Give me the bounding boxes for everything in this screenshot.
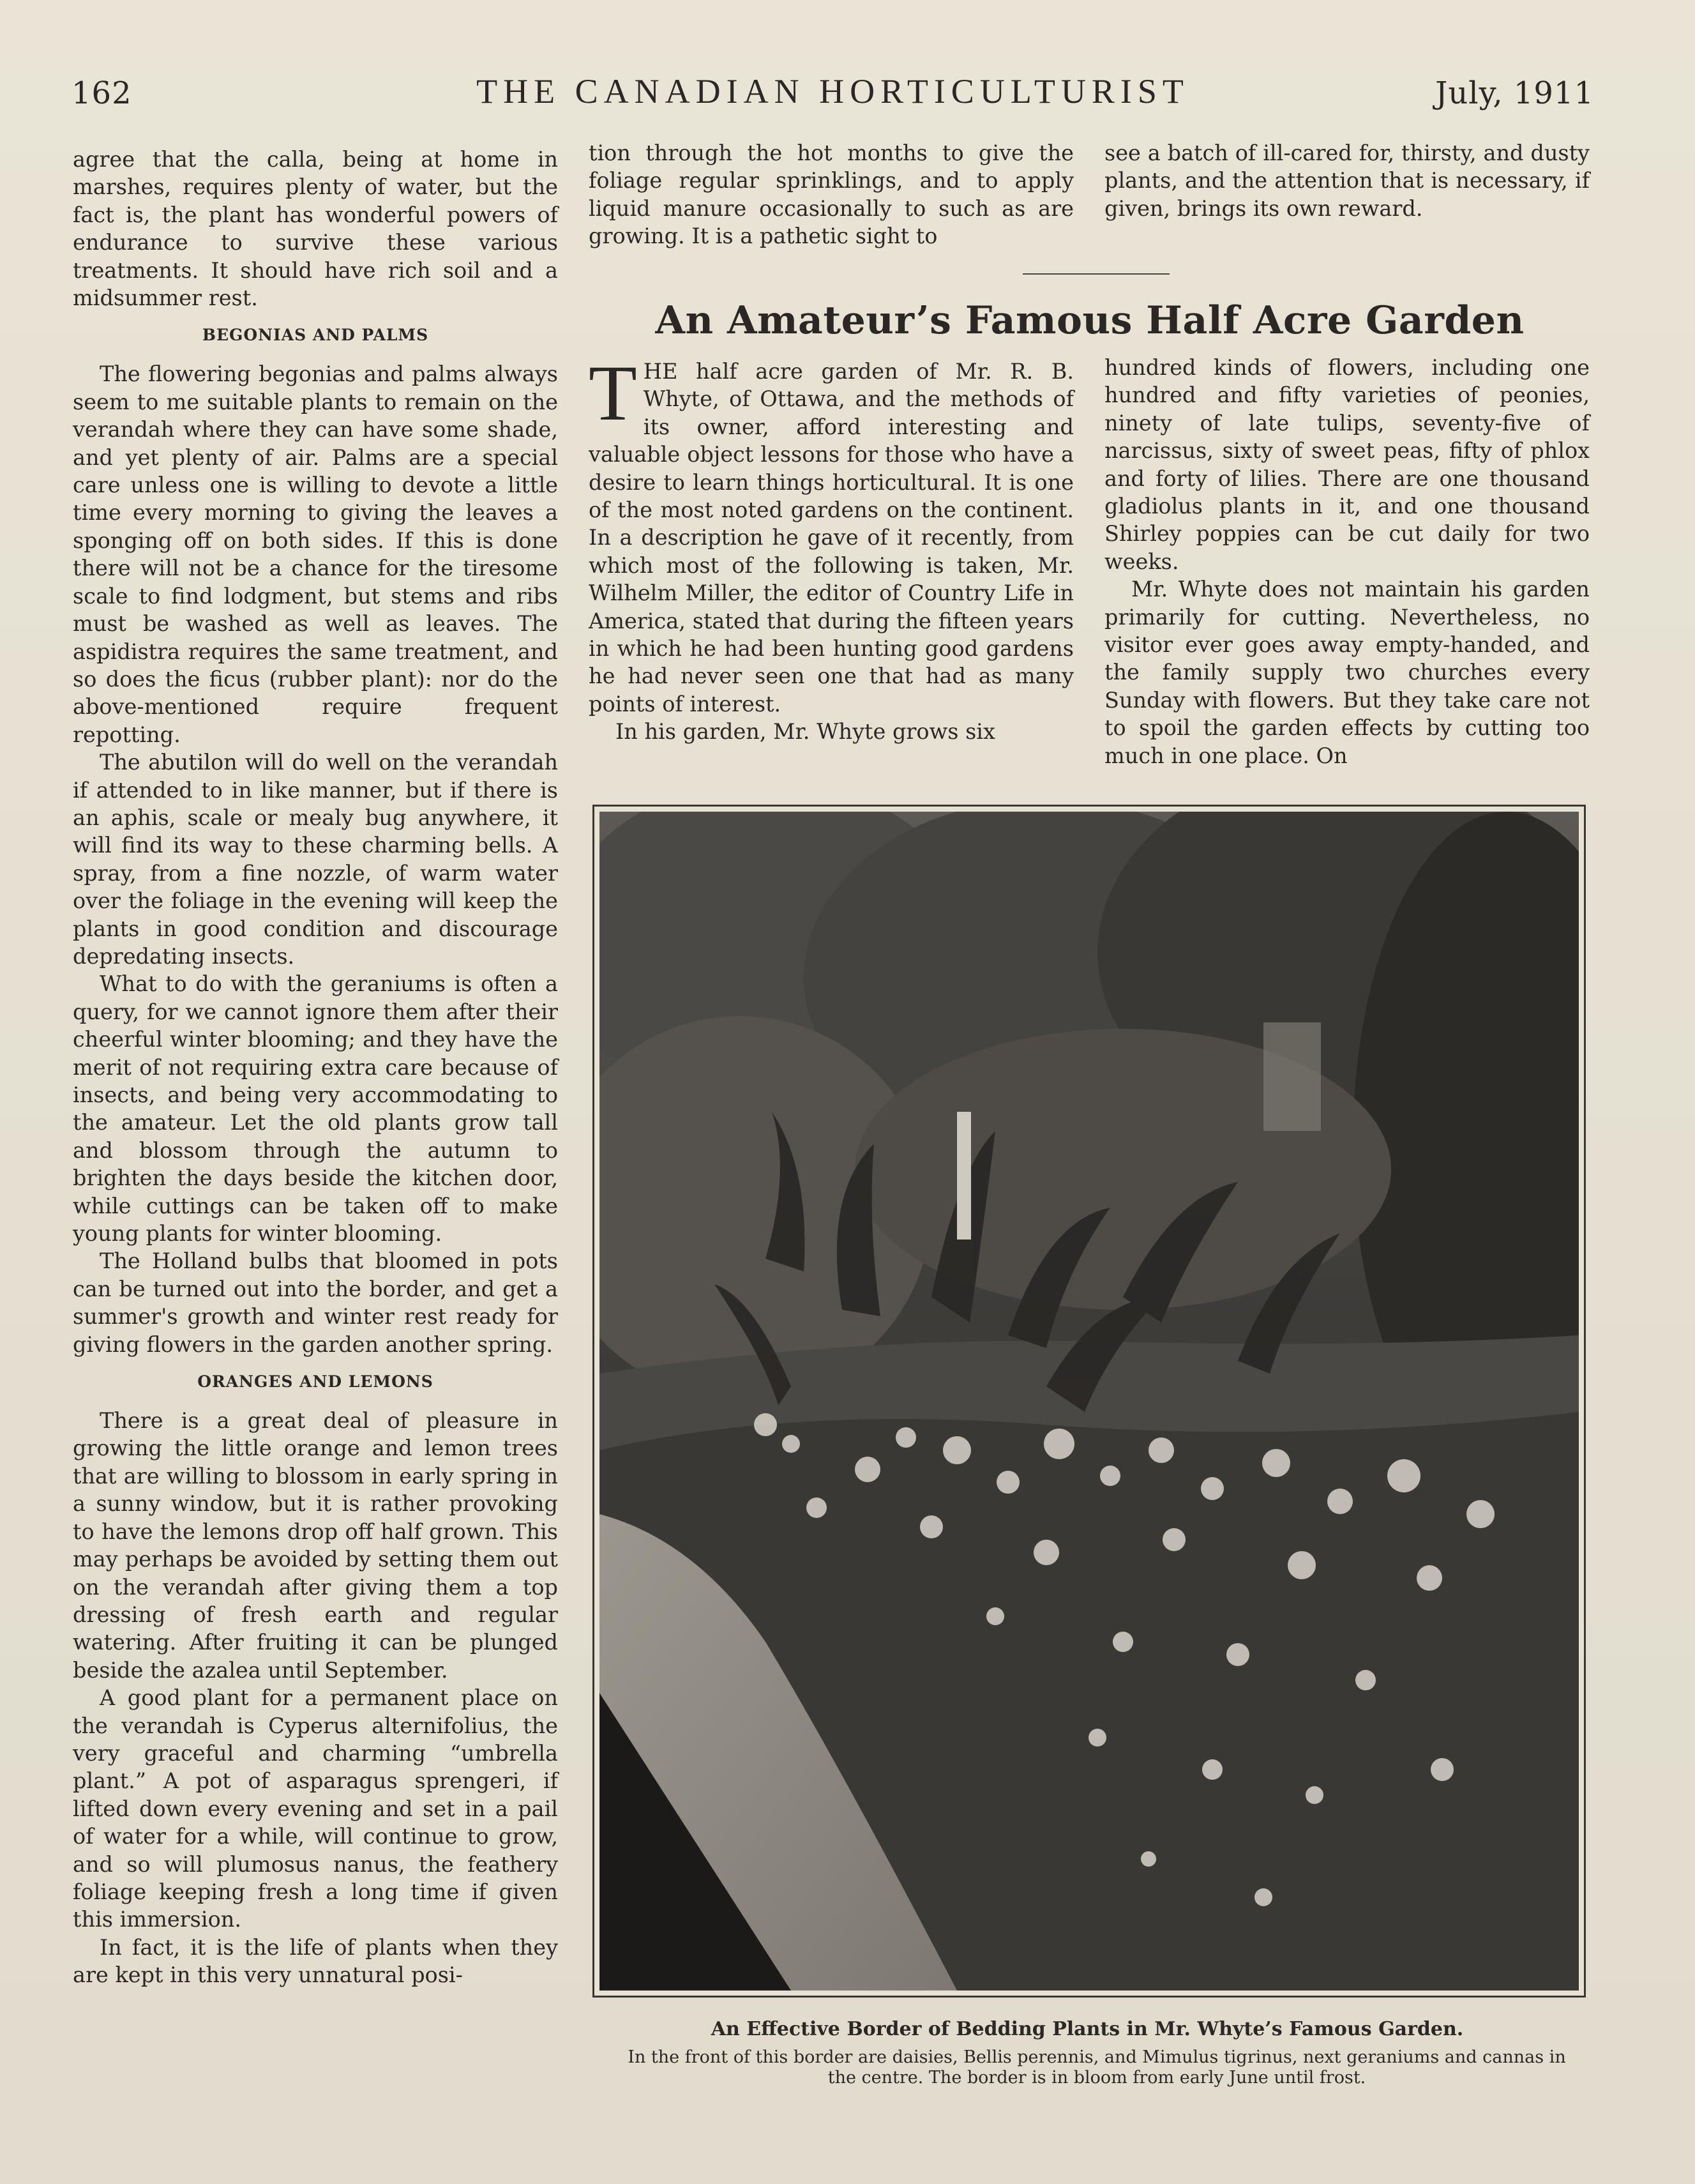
page-number: 162	[72, 75, 132, 111]
paragraph: The abutilon will do well on the verandah if attended to in like manner, but if there is an aphis, scale or mealy bug anywhere, it will find its way to these charming bells. A spray, from a fine nozzle, of warm water over the foliage in the evening will keep the plants in good condition and discourage depredating insects.	[73, 750, 558, 969]
drop-cap: T	[589, 349, 637, 437]
garden-photo-frame	[592, 805, 1586, 1998]
right-top-column	[1104, 139, 1590, 222]
paragraph: Mr. Whyte does not maintain his garden primarily for cutting. Nevertheless, no visitor ever goes away empty-handed, and the family supply two churches every Sunday with flowers. But they take care not to spoil the garden effects by cutting too much in one place. On	[1104, 577, 1590, 768]
paragraph: In fact, it is the life of plants when they are kept in this very unnatural posi-	[73, 1934, 558, 1988]
middle-top-column	[589, 139, 1074, 250]
paragraph: agree that the calla, being at home in marshes, requires plenty of water, but the fact is, the plant has wonderful powers of endurance to survive these various treatments. It should have rich soil and a midsummer rest.	[73, 147, 558, 311]
article-headline: An Amateur’s Famous Half Acre Garden	[655, 298, 1525, 343]
paragraph: What to do with the geraniums is often a query, for we cannot ignore them after their cheerful winter blooming; and they have the merit of not requiring extra care because of insects, and being very accommodating to the amateur. Let the old plants grow tall and blossom through the autumn to brighten the days beside the kitchen door, while cuttings can be taken off to make young plants for winter blooming.	[73, 971, 558, 1247]
section-heading-begonias-and-palms: BEGONIAS AND PALMS	[202, 326, 429, 345]
lead-text: HE half acre garden of Mr. R. B. Whyte, of Ottawa, and the methods of its owner, afford interesting and valuable object lessons for those who have a desire to learn things horticultural. It is one of the most noted gardens on the continent. In a description he gave of it recently, from which most of the following is taken, Mr. Wilhelm Miller, the editor of Country Life in America, stated that during the fifteen years in which he had been hunting good gardens he had never seen one that had as many points of interest.	[589, 359, 1074, 717]
article-lead-paragraph	[589, 349, 1074, 718]
section-divider	[1023, 273, 1170, 275]
issue-date: July, 1911	[1435, 75, 1594, 111]
paragraph: tion through the hot months to give the foliage regular sprinklings, and to apply liquid manure occasionally to such as are growing. It is a pathetic sight to	[589, 140, 1074, 249]
paragraph: A good plant for a permanent place on the verandah is Cyperus alternifolius, the very graceful and charming “umbrella plant.” A pot of asparagus sprengeri, if lifted down every evening and set in a pail of water for a while, will continue to grow, and so will plumosus nanus, the feathery foliage keeping fresh a long time if given this immersion.	[73, 1685, 558, 1932]
paragraph: There is a great deal of pleasure in growing the little orange and lemon trees that are willing to blossom in early spring in a sunny window, but it is rather provoking to have the lemons drop off half grown. This may perhaps be avoided by setting them out on the verandah after giving them a top dressing of fresh earth and regular watering. After fruiting it can be plunged beside the azalea until September.	[73, 1408, 558, 1683]
section-heading-oranges-and-lemons: ORANGES AND LEMONS	[197, 1372, 433, 1392]
paragraph: see a batch of ill-cared for, thirsty, and dusty plants, and the attention that is necessary, if given, brings its own reward.	[1104, 140, 1590, 221]
paragraph: In his garden, Mr. Whyte grows six	[615, 719, 995, 745]
article-right-column	[1104, 354, 1590, 770]
left-column	[73, 146, 558, 1989]
paragraph: hundred kinds of flowers, including one hundred and fifty varieties of peonies, ninety of late tulips, seventy-five of narcissus, sixty of sweet peas, fifty of phlox and forty of lilies. There are one thousand gladiolus plants in it, and one thousand Shirley poppies can be cut daily for two weeks.	[1104, 355, 1590, 574]
paragraph: The flowering begonias and palms always seem to me suitable plants to remain on the verandah where they can have some shade, and yet plenty of air. Palms are a special care unless one is willing to devote a little time every morning to giving the leaves a sponging off on both sides. If this is done there will not be a chance for the tiresome scale to find lodgment, but stems and ribs must be washed as well as leaves. The aspidistra requires the same treatment, and so does the ficus (rubber plant): nor do the above-mentioned require frequent repotting.	[73, 361, 558, 747]
photo-caption-body: In the front of this border are daisies, Bellis perennis, and Mimulus tigrinus, next geraniums and cannas in the centre. The border is in bloom from early June until frost.	[628, 2047, 1566, 2088]
photo-caption-title: An Effective Border of Bedding Plants in Mr. Whyte’s Famous Garden.	[711, 2018, 1464, 2040]
article-middle-column	[589, 349, 1074, 746]
paragraph: The Holland bulbs that bloomed in pots can be turned out into the border, and get a summer's growth and winter rest ready for giving flowers in the garden another spring.	[73, 1248, 558, 1357]
running-header	[72, 72, 1594, 123]
journal-title: THE CANADIAN HORTICULTURIST	[476, 72, 1189, 110]
garden-photo-image	[599, 812, 1579, 1991]
garden-photo	[599, 812, 1579, 1991]
